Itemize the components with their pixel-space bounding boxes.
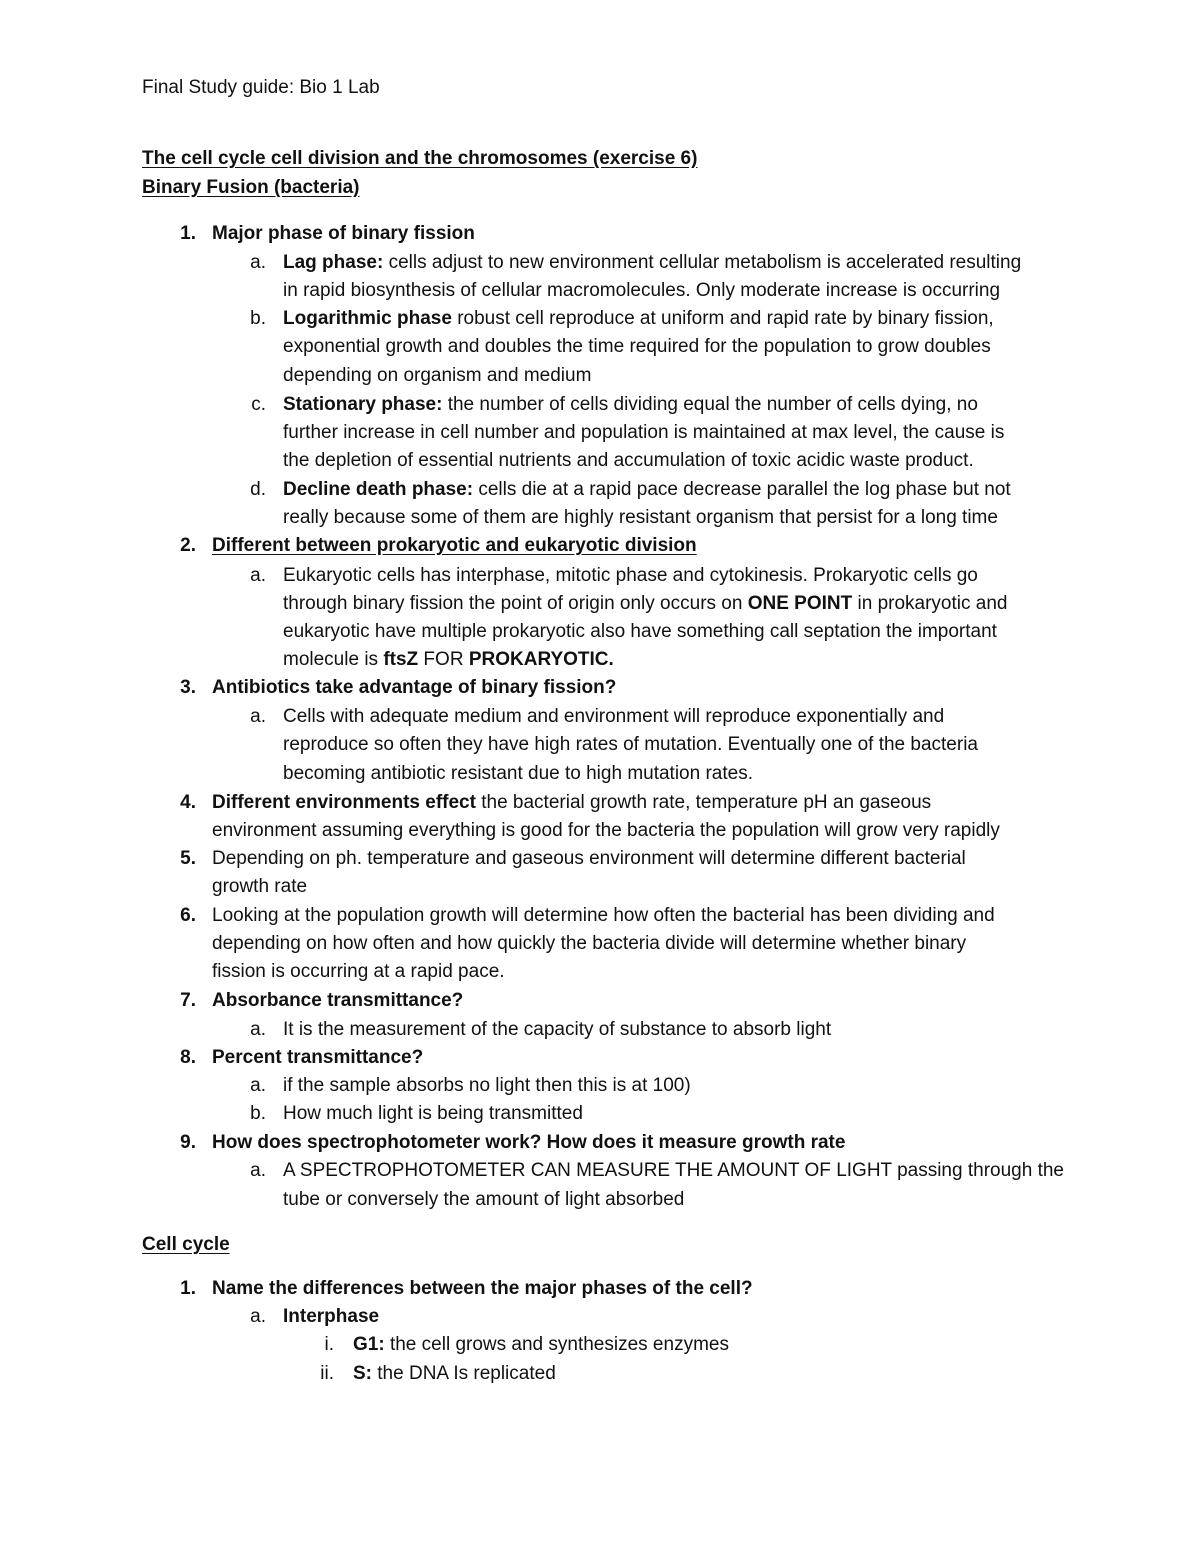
list-item-text: really because some of them are highly resistant organism that persist for a long time: [283, 507, 998, 528]
list-item-text: fission is occurring at a rapid pace.: [212, 961, 505, 982]
list-item-text: [283, 590, 1007, 618]
list-item-text: the depletion of essential nutrients and accumulation of toxic acidic waste product.: [283, 450, 974, 471]
emphasis: PROKARYOTIC.: [468, 649, 614, 670]
list-item-text: exponential growth and doubles the time required for the population to grow doubles: [283, 336, 991, 357]
text: the DNA Is replicated: [372, 1363, 556, 1384]
list-item-text: Depending on ph. temperature and gaseous environment will determine different bacterial: [212, 848, 966, 869]
list-item-text: It is the measurement of the capacity of substance to absorb light: [283, 1019, 832, 1040]
list-roman: i.: [324, 1334, 334, 1355]
text: cells adjust to new environment cellular metabolism is accelerated resulting: [383, 252, 1022, 273]
list-letter: a.: [250, 1019, 266, 1040]
list-letter: b.: [250, 308, 266, 329]
list-letter: d.: [250, 479, 266, 500]
section-title: The cell cycle cell division and the chromosomes (exercise 6): [142, 148, 698, 169]
list-item-text: depending on organism and medium: [283, 365, 592, 386]
list-item-text: growth rate: [212, 876, 308, 897]
term: Decline death phase:: [283, 479, 474, 500]
term: Stationary phase:: [283, 394, 443, 415]
list-letter: c.: [251, 394, 266, 415]
text: the number of cells dividing equal the number of cells dying, no: [442, 394, 978, 415]
term: Lag phase:: [283, 252, 384, 273]
list-item-text: in rapid biosynthesis of cellular macromolecules. Only moderate increase is occurring: [283, 280, 1001, 301]
list-item-text: [212, 789, 931, 817]
text: the cell grows and synthesizes enzymes: [384, 1334, 729, 1355]
text: FOR: [418, 649, 469, 670]
list-roman: ii.: [320, 1363, 334, 1384]
question-title: Absorbance transmittance?: [212, 990, 464, 1011]
question-title: Percent transmittance?: [212, 1047, 424, 1068]
list-number: 1.: [180, 223, 196, 244]
list-number: 1.: [180, 1278, 196, 1299]
list-item-text: becoming antibiotic resistant due to high mutation rates.: [283, 763, 753, 784]
text: cells die at a rapid pace decrease parallel the log phase but not: [473, 479, 1011, 500]
list-item-text: environment assuming everything is good for the bacteria the population will grow very rapidly: [212, 820, 1000, 841]
list-item-text: if the sample absorbs no light then this is at 100): [283, 1075, 691, 1096]
question-title: Different between prokaryotic and eukaryotic division: [212, 535, 697, 556]
list-number: 3.: [180, 677, 196, 698]
list-item-text: How much light is being transmitted: [283, 1103, 583, 1124]
list-item-text: [283, 646, 614, 674]
section-subtitle: Binary Fusion (bacteria): [142, 177, 360, 198]
emphasis: ftsZ: [383, 649, 419, 670]
question-title: Major phase of binary fission: [212, 223, 475, 244]
text: the bacterial growth rate, temperature pH an gaseous: [475, 792, 932, 813]
list-item-text: A SPECTROPHOTOMETER CAN MEASURE THE AMOUNT OF LIGHT passing through the: [283, 1160, 1064, 1181]
term: S:: [353, 1363, 372, 1384]
list-letter: a.: [250, 1306, 266, 1327]
text: robust cell reproduce at uniform and rapid rate by binary fission,: [451, 308, 994, 329]
emphasis: ONE POINT: [747, 593, 853, 614]
list-item-text: Eukaryotic cells has interphase, mitotic phase and cytokinesis. Prokaryotic cells go: [283, 565, 978, 586]
question-title: Name the differences between the major phases of the cell?: [212, 1278, 753, 1299]
list-letter: a.: [250, 1075, 266, 1096]
list-number: 2.: [180, 535, 196, 556]
list-item-text: [353, 1331, 729, 1359]
list-item-text: Interphase: [283, 1306, 380, 1327]
list-letter: a.: [250, 252, 266, 273]
text: molecule is: [283, 649, 384, 670]
list-item-text: [283, 391, 978, 419]
list-item-text: [283, 476, 1011, 504]
question-title: How does spectrophotometer work? How does it measure growth rate: [212, 1132, 846, 1153]
section-title: Cell cycle: [142, 1234, 230, 1255]
list-item-text: further increase in cell number and population is maintained at max level, the cause is: [283, 422, 1005, 443]
list-item-text: tube or conversely the amount of light absorbed: [283, 1189, 685, 1210]
list-item-text: [353, 1360, 556, 1388]
term: Logarithmic phase: [283, 308, 452, 329]
list-item-text: reproduce so often they have high rates of mutation. Eventually one of the bacteria: [283, 734, 978, 755]
term: G1:: [353, 1334, 385, 1355]
text: through binary fission the point of origin only occurs on: [283, 593, 748, 614]
term: Different environments effect: [212, 792, 476, 813]
list-letter: a.: [250, 706, 266, 727]
list-item-text: [283, 249, 1021, 277]
list-item-text: Cells with adequate medium and environment will reproduce exponentially and: [283, 706, 945, 727]
list-number: 8.: [180, 1047, 196, 1068]
text: in prokaryotic and: [852, 593, 1008, 614]
list-item-text: [283, 305, 994, 333]
list-letter: a.: [250, 1160, 266, 1181]
list-item-text: depending on how often and how quickly the bacteria divide will determine whether binary: [212, 933, 967, 954]
list-number: 5.: [180, 848, 196, 869]
question-title: Antibiotics take advantage of binary fission?: [212, 677, 617, 698]
list-item-text: eukaryotic have multiple prokaryotic also have something call septation the important: [283, 621, 997, 642]
list-letter: a.: [250, 565, 266, 586]
list-item-text: Looking at the population growth will determine how often the bacterial has been dividing and: [212, 905, 995, 926]
page-header: Final Study guide: Bio 1 Lab: [142, 77, 380, 98]
list-number: 7.: [180, 990, 196, 1011]
list-number: 9.: [180, 1132, 196, 1153]
list-number: 4.: [180, 792, 196, 813]
list-number: 6.: [180, 905, 196, 926]
list-letter: b.: [250, 1103, 266, 1124]
